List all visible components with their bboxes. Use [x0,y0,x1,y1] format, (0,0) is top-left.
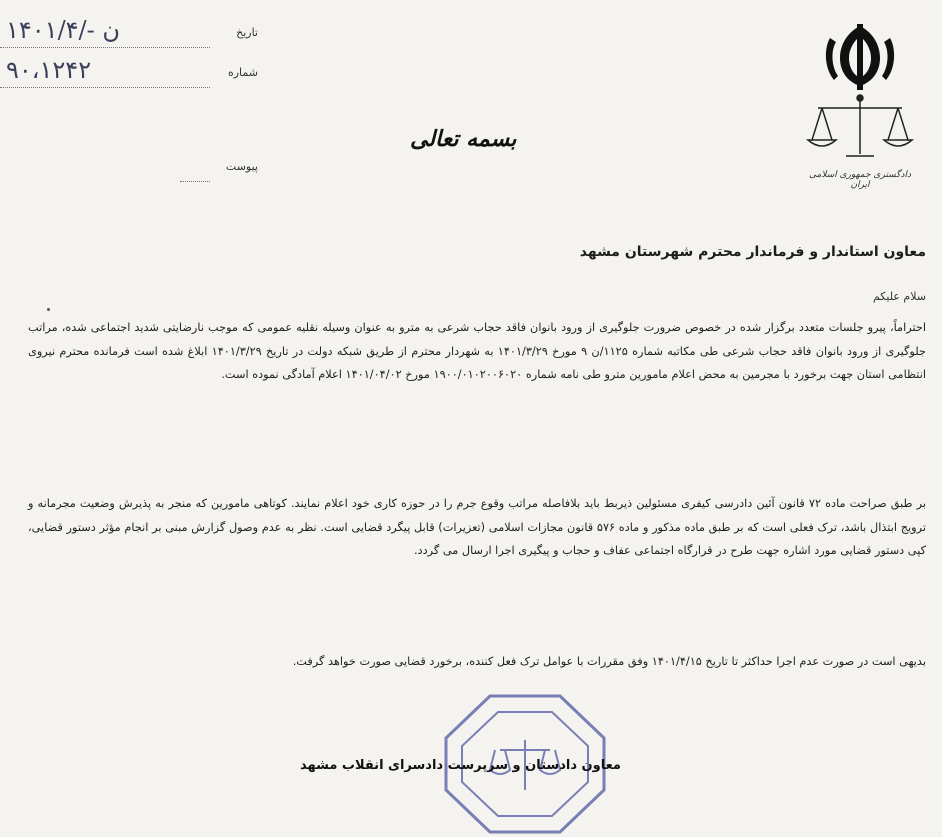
number-row [0,54,280,94]
paragraph-2: بر طبق صراحت ماده ۷۲ قانون آئین دادرسی کیفری مسئولین ذیربط باید بلافاصله مراتب وقوع جرم را در حوزه کاری خود اعلام نمایند. کوتاهی مامورین که منجر به پذیرش وضعیت مجرمانه و ترویج ابتذال باشد، ترک فعلی است که بر طبق ماده مذکور و ماده ۵۷۶ قانون مجازات اسلامی (تعزیرات) قابل پیگرد قضایی است. نظر به عدم وصول گزارش مبنی بر انجام مؤثر دستور قضایی، کپی دستور قضایی مورد اشاره جهت طرح در قرارگاه اجتماعی عفاف و حجاب و پیگیری اجرا ارسال می گردد. [28,497,926,558]
date-label: تاریخ [236,26,258,39]
number-label: شماره [227,66,258,79]
date-row [0,14,280,54]
date-dotted-line [0,47,210,48]
number-dotted-line [0,87,210,88]
greeting: سلام علیکم [872,290,926,303]
number-value: ۹۰،۱۲۴۲ [6,56,92,84]
judiciary-emblem [800,18,920,193]
date-value: ۱۴۰۱/۴/- ن [6,16,120,44]
paragraph-1: احتراماً، پیرو جلسات متعدد برگزار شده در خصوص ضرورت جلوگیری از ورود بانوان فاقد حجاب شرعی به مترو به عنوان وسیله نقلیه عمومی که موجب نارضایتی شدید اجتماعی شده، مراتب جلوگیری از ورود بانوان فاقد حجاب شرعی طی مکاتبه شماره ۱۱۲۵/ن ۹ مورخ ۱۴۰۱/۳/۲۹ به شهردار محترم از طریق شبکه دولت در تاریخ ۱۴۰۱/۳/۲۹ ابلاغ شده است فرمانده محترم نیروی انتظامی استان جهت برخورد با مجرمین به محض اعلام مامورین مترو طی نامه شماره ۱۹۰۰/۰۱۰۲۰۰۶۰۲۰ مورخ ۱۴۰۱/۰۴/۰۲ اعلام آمادگی نموده است. [28,321,926,382]
speck [47,308,50,311]
attachment-dotted-line [180,181,210,182]
basmala-heading: بسمه تعالی [410,126,517,152]
paragraph-3: بدیهی است در صورت عدم اجرا حداکثر تا تاریخ ۱۴۰۱/۴/۱۵ وفق مقررات با عوامل ترک فعل کننده، برخورد قضایی صورت خواهد گرفت. [292,655,926,668]
iran-judiciary-emblem-icon [800,18,920,168]
letter-meta [0,14,280,188]
signature-title: معاون دادستان و سرپرست دادسرای انقلاب مشهد [300,758,621,773]
emblem-caption: دادگستری جمهوری اسلامی ایران [809,170,911,190]
attachment-row [0,148,280,188]
recipient-line: معاون استاندار و فرماندار محترم شهرستان مشهد [579,244,926,260]
attachment-label: پیوست [225,160,258,173]
